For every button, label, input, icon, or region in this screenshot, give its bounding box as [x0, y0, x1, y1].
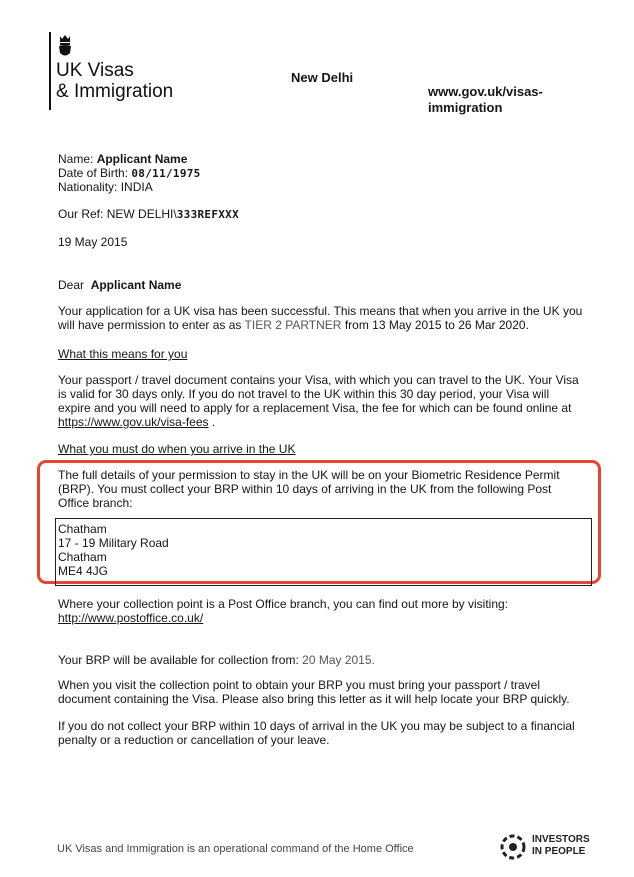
dob-value: 08/11/1975 [131, 167, 201, 180]
section1-line1: Your passport / travel document contains your Visa, with which you can travel to the UK. Your Visa [58, 373, 579, 387]
branch-town: Chatham [58, 550, 107, 564]
visa-category: TIER 2 PARTNER [244, 318, 342, 332]
letter-date: 19 May 2015 [58, 235, 128, 249]
collection-line1: Where your collection point is a Post Office branch, you can find out more by visiting: [58, 597, 508, 611]
office-city: New Delhi [291, 70, 354, 85]
branch-address-box [55, 518, 592, 586]
nationality-value: INDIA [120, 180, 153, 194]
section2-heading: What you must do when you arrive in the UK [58, 442, 296, 456]
footer-text: UK Visas and Immigration is an operational command of the Home Office [57, 843, 414, 855]
visit-line1: When you visit the collection point to obtain your BRP you must bring your passport / travel [58, 678, 541, 692]
visa-fees-link[interactable]: https://www.gov.uk/visa-fees [58, 415, 209, 429]
reference-prefix: NEW DELHI\ [106, 207, 177, 221]
iip-line1: INVESTORS [532, 834, 590, 845]
availability-text: Your BRP will be available for collection from: [58, 653, 299, 667]
para1-line2-a: will have permission to enter as as [58, 318, 242, 332]
name-label: Name: [58, 152, 94, 166]
website-line1: www.gov.uk/visas- [428, 84, 543, 99]
applicant-name-row [58, 152, 187, 166]
branch-postcode: ME4 4JG [58, 564, 109, 578]
greeting-name: Applicant Name [90, 278, 182, 292]
visit-line2: document containing the Visa. Please also bring this letter as it will help locate your BRP quickly. [58, 692, 570, 706]
royal-crest-icon [57, 34, 73, 58]
greeting [58, 278, 181, 292]
website-line2: immigration [428, 100, 503, 115]
warning-line2: penalty or a reduction or cancellation of your leave. [58, 733, 330, 747]
greeting-word: Dear [58, 278, 85, 292]
availability-row [58, 653, 375, 667]
nationality-label: Nationality: [58, 180, 118, 194]
para1-line1: Your application for a UK visa has been successful. This means that when you arrive in the UK you [58, 304, 583, 318]
section1-line2: is valid for 30 days only. If you do not travel to the UK within this 30 day period, your Visa will [58, 387, 550, 401]
section2-line2: (BRP). You must collect your BRP within 10 days of arriving in the UK from the following Post [58, 482, 552, 496]
branch-name: Chatham [58, 522, 107, 536]
visa-fees-suffix: . [211, 415, 216, 429]
section2-line3: Office branch: [58, 496, 133, 510]
reference-label: Our Ref: [58, 207, 104, 221]
section1-line4 [58, 415, 215, 429]
org-name-line2: & Immigration [56, 81, 174, 102]
section1-heading: What this means for you [58, 347, 188, 361]
applicant-dob-row [58, 166, 201, 181]
para1-line2 [58, 318, 529, 332]
org-logo-text [56, 60, 173, 102]
iip-line2: IN PEOPLE [532, 846, 586, 857]
warning-line1: If you do not collect your BRP within 10 days of arrival in the UK you may be subject to a financial [58, 719, 575, 733]
website-link[interactable] [428, 84, 543, 116]
logo-divider [49, 32, 51, 110]
branch-street: 17 - 19 Military Road [58, 536, 169, 550]
name-value: Applicant Name [96, 152, 188, 166]
reference-row [58, 207, 239, 222]
availability-date: 20 May 2015. [302, 653, 375, 667]
investors-in-people-icon [498, 832, 528, 862]
dob-label: Date of Birth: [58, 166, 129, 180]
section2-line1: The full details of your permission to stay in the UK will be on your Biometric Residence Permit [58, 468, 560, 482]
reference-code: 333REFXXX [176, 208, 240, 221]
investors-in-people-text [532, 834, 590, 858]
section1-line3: expire and you will need to apply for a replacement Visa, the fee for which can be found online at [58, 401, 572, 415]
para1-line2-b: from 13 May 2015 to 26 Mar 2020. [344, 318, 529, 332]
applicant-nationality-row [58, 180, 153, 194]
org-name-line1: UK Visas [56, 60, 134, 81]
postoffice-link[interactable]: http://www.postoffice.co.uk/ [58, 611, 204, 625]
